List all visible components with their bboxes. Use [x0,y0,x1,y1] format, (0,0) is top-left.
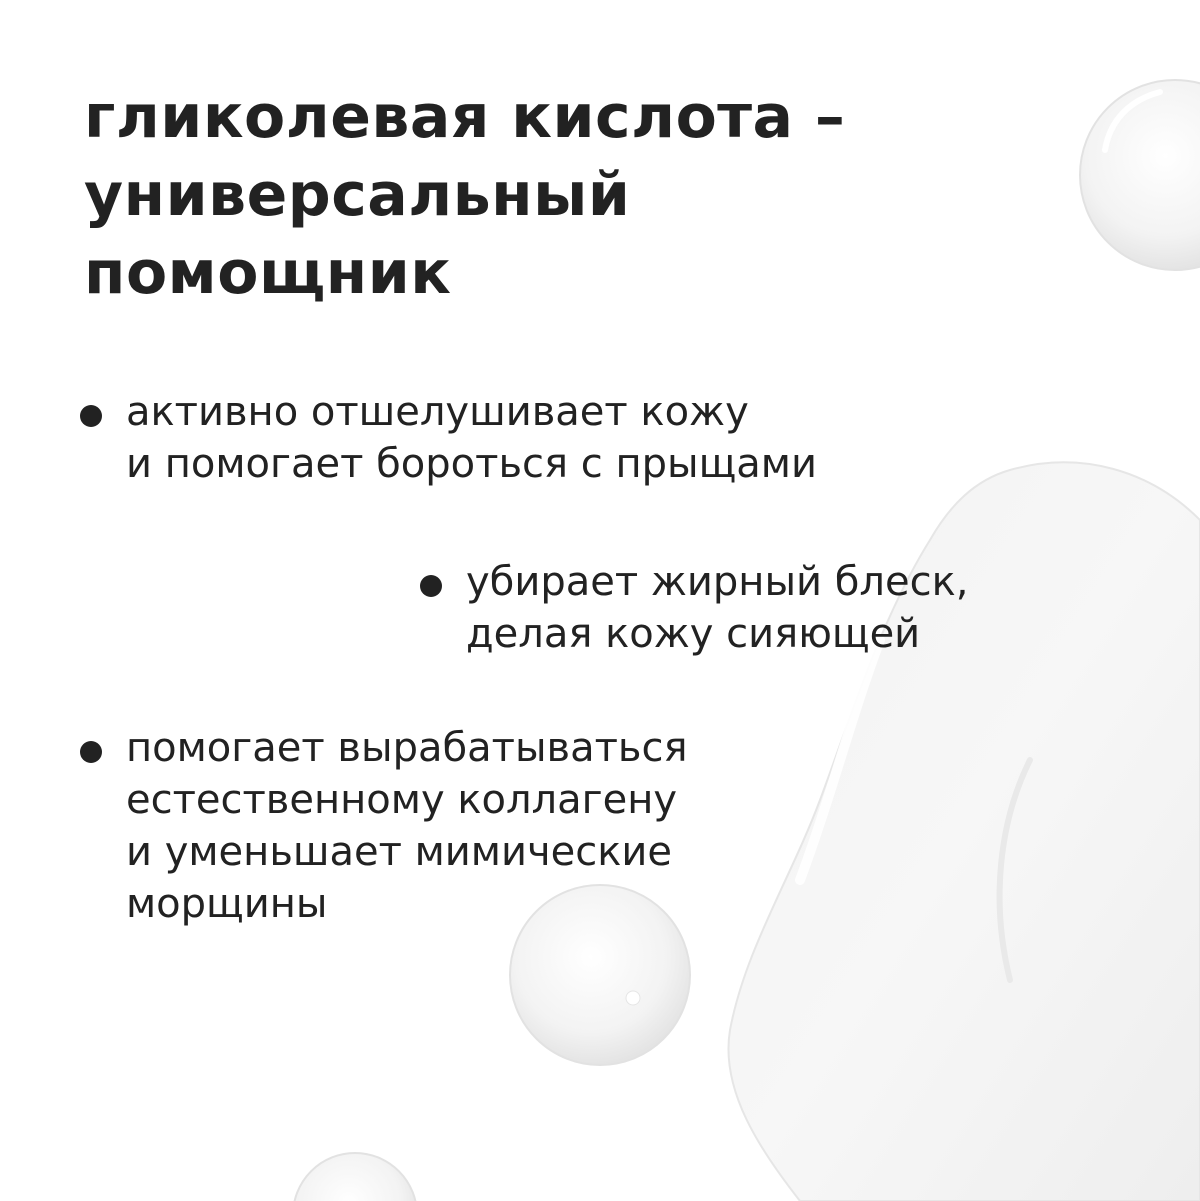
gel-droplet-bottom [293,1153,417,1201]
benefit-line: помогает вырабатываться [126,725,688,771]
gel-droplet-middle-glint [626,991,640,1005]
benefit-text [126,386,817,490]
bullet-dot-icon [80,741,102,763]
benefit-line: делая кожу сияющей [466,611,921,657]
bullet-dot-icon [80,405,102,427]
benefit-line: и уменьшает мимические [126,829,672,875]
title-line: гликолевая кислота – [84,82,846,152]
benefit-line: морщины [126,881,328,927]
benefit-line: убирает жирный блеск, [466,559,969,605]
benefit-line: активно отшелушивает кожу [126,389,749,435]
title-line: помощник [84,238,452,308]
gel-droplet-top [1080,80,1200,270]
benefit-text [126,722,688,930]
benefit-text [466,556,968,660]
bullet-dot-icon [420,575,442,597]
benefit-line: и помогает бороться с прыщами [126,441,817,487]
page-title [84,78,845,312]
title-line: универсальный [84,160,631,230]
benefit-line: естественному коллагену [126,777,678,823]
